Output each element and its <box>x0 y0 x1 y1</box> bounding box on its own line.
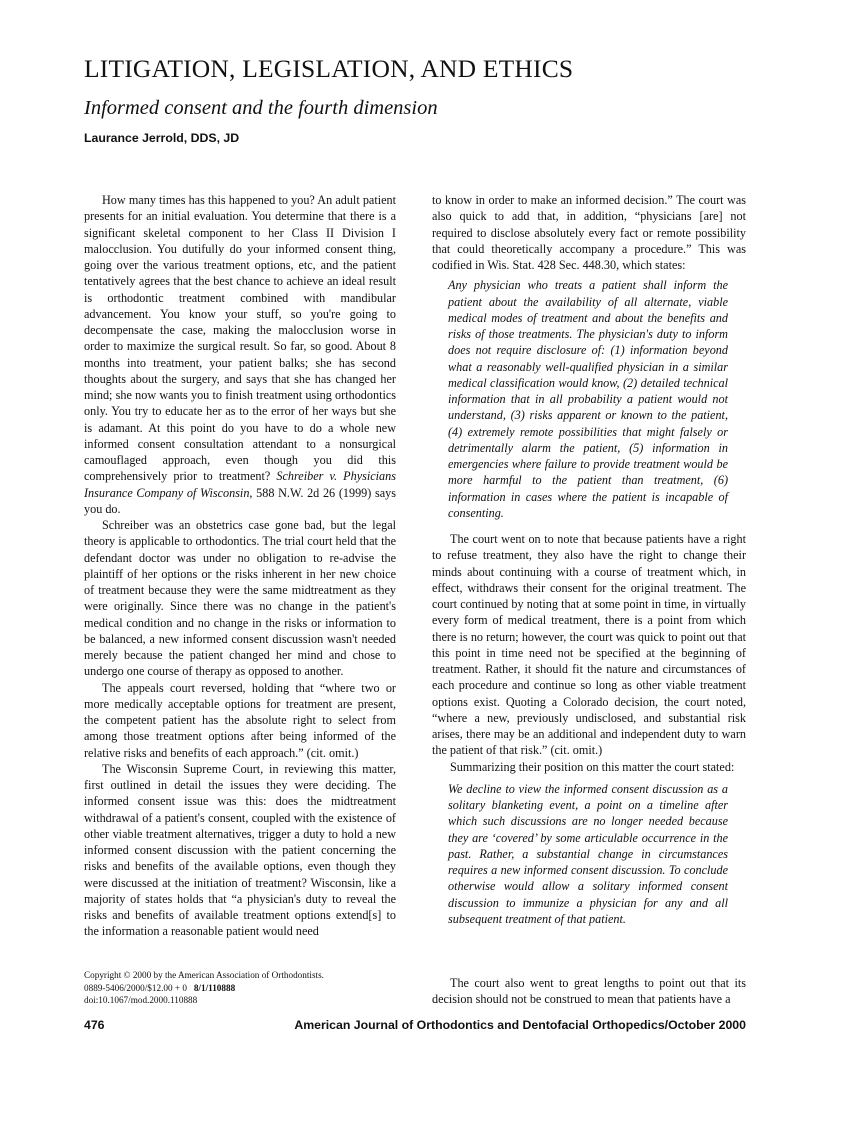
doi: doi:10.1067/mod.2000.110888 <box>84 995 198 1005</box>
paragraph <box>84 192 396 517</box>
issn: 0889-5406/2000/$12.00 + 0 <box>84 982 187 993</box>
section-heading: LITIGATION, LEGISLATION, AND ETHICS <box>84 54 574 83</box>
article-code: 8/1/110888 <box>193 982 236 993</box>
case-citation: Schreiber v. Physicians Insurance Company of Wisconsin, <box>84 469 396 500</box>
issn-line <box>84 982 324 995</box>
paragraph: The Wisconsin Supreme Court, in reviewing this matter, first outlined in detail the issues they were deciding. The informed consent issue was this: does the midtreatment withdrawal of a patient's consent, coupled with the existence of other viable treatment alternatives, trigger a duty to hold a new informed consent discussion with the patient concerning the risks and benefits of the available options, even though they were discussed at the initiation of treatment? Wisconsin, like a majority of states holds that “a physician's duty to reveal the risks and benefits of available treatment options extend[s] to the information a reasonable patient would need <box>84 761 396 939</box>
copyright-line: Copyright © 2000 by the American Association of Orthodontists. <box>84 970 324 980</box>
page-number: 476 <box>84 1018 105 1032</box>
paragraph: The appeals court reversed, holding that “where two or more medically acceptable options for treatment are present, the competent patient has the absolute right to select from among those treatment options after being informed of the relative risks and benefits of each approach.” (cit. omit.) <box>84 680 396 760</box>
article-title: Informed consent and the fourth dimension <box>84 97 438 119</box>
right-column-tail <box>432 975 746 1008</box>
paragraph-text: How many times has this happened to you? An adult patient presents for an initial evaluation. You determine that there is a significant skeletal component to her Class II Division I malocclusion. You dutifully do your informed consent thing, going over the various treatment options, etc, and the patient tentatively agrees that the best chance to achieve an ideal result is orthodontic treatment combined with mandibular advancement. You know your stuff, so you're going to decompensate the case, making the malocclusion worse in order to maximize the surgical result. So far, so good. About 8 months into treatment, your patient balks; she has second thoughts about the surgery, and says that she has changed her mind; she now wants you to finish treatment using orthodontics only. You try to educate her as to the error of her ways but she is adamant. At this point do you have to do a whole new informed consent consultation attendant to a nonsurgical camouflaged approach, even though you did this comprehensively prior to treatment? <box>84 193 396 484</box>
copyright-notice <box>84 969 324 1007</box>
journal-citation: American Journal of Orthodontics and Dentofacial Orthopedics/October 2000 <box>294 1018 746 1032</box>
statute-quote: Any physician who treats a patient shall inform the patient about the availability of all alternate, viable medical modes of treatment and about the benefits and risks of those treatments. The physician's duty to inform does not require disclosure of: (1) information beyond what a reasonably well-qualified physician in a similar medical classification would know, (2) detailed technical information that in all probability a patient would not understand, (3) risks apparent or known to the patient, (4) extremely remote possibilities that might falsely or detrimentally alarm the patient, (5) information in emergencies where failure to provide treatment would be more harmful to the patient than treatment, (6) information in cases where the patient is incapable of consenting. <box>448 278 728 520</box>
right-column <box>432 192 746 937</box>
left-column <box>84 192 396 940</box>
paragraph: to know in order to make an informed decision.” The court was also quick to add that, in addition, “physicians [are] not required to disclose absolutely every fact or remote possibility that could theoretically accompany a procedure.” This was codified in Wis. Stat. 428 Sec. 448.30, which states: <box>432 193 746 272</box>
paragraph: The court went on to note that because patients have a right to refuse treatment, they also have the right to change their minds about continuing with a course of treatment which, in effect, withdraws their consent for the original treatment. The court continued by noting that at some point in time, in virtually every form of medical treatment, there is a point from which there is no return; however, the court was quick to point out that this point in time need not be specified at the beginning of treatment. Rather, it should fit the nature and circumstances of each procedure and continue so long as other viable treatment options exist. Quoting a Colorado decision, the court noted, “where a new, previously undisclosed, and substantial risk arises, there may be an additional and independent duty to warn the patient of that risk.” (cit. omit.) <box>432 532 746 758</box>
paragraph: The court also went to great lengths to point out that its decision should not be construed to mean that patients have a <box>432 976 746 1007</box>
paragraph-text: 588 N.W. 2d 26 (1999) says you do. <box>84 485 396 516</box>
court-quote: We decline to view the informed consent discussion as a solitary blanketing event, a point on a timeline after which such discussions are no longer needed because they are ‘covered’ by some articulable occurrence in the past. Rather, a substantial change in circumstances requires a new informed consent discussion. To conclude otherwise would allow a solitary informed consent discussion to immunize a physician for any and all subsequent treatment of that patient. <box>448 781 728 926</box>
author-byline: Laurance Jerrold, DDS, JD <box>84 131 240 145</box>
paragraph: Summarizing their position on this matter the court stated: <box>450 759 735 774</box>
paragraph: Schreiber was an obstetrics case gone bad, but the legal theory is applicable to orthodontics. The trial court held that the defendant doctor was under no obligation to re-advise the plaintiff of her options or the risks inherent in her new choice of treatment because they were the same midtreatment as they were originally. Since there was no change in the patient's medical condition and no change in the risks or information to be balanced, a new informed consent discussion wasn't needed merely because the patient changed her mind and chose to undergo one course of therapy as opposed to another. <box>84 518 396 679</box>
